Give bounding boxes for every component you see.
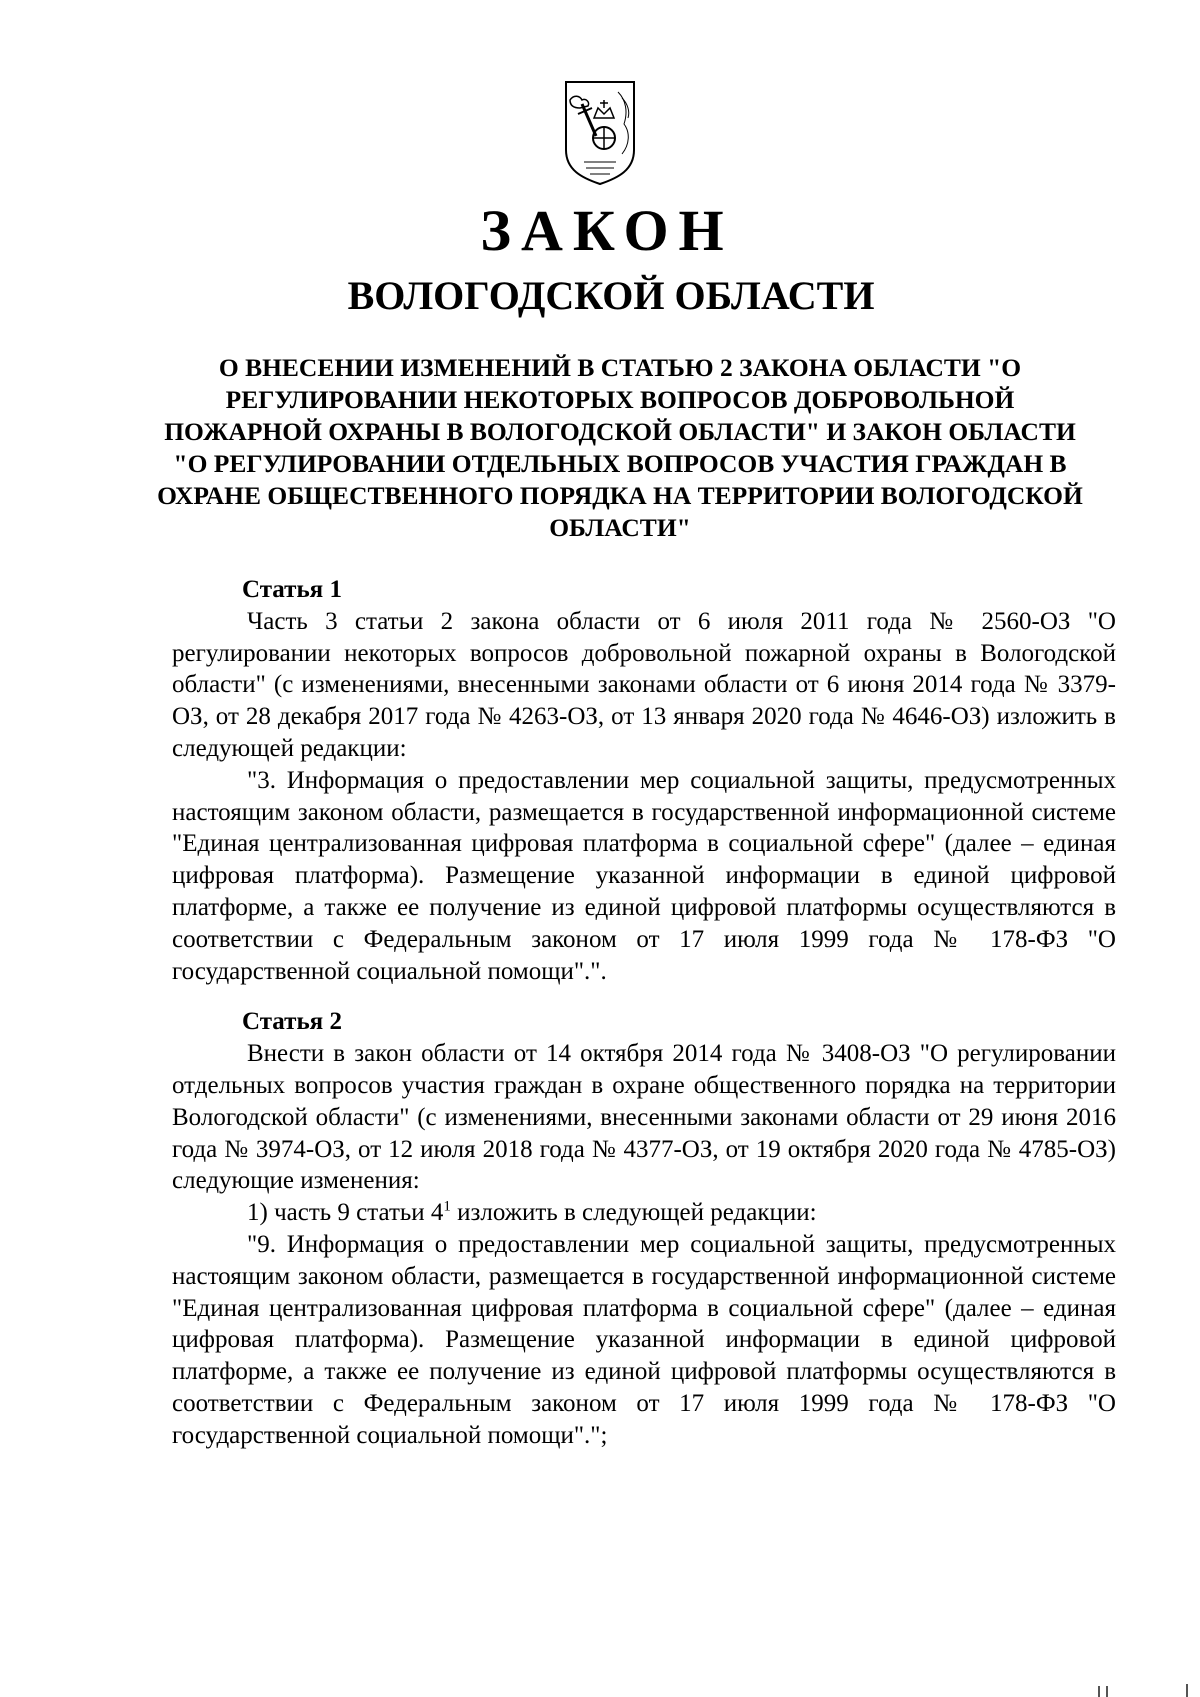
law-subject-heading: О ВНЕСЕНИИ ИЗМЕНЕНИЙ В СТАТЬЮ 2 ЗАКОНА ОБЛАСТИ "О РЕГУЛИРОВАНИИ НЕКОТОРЫХ ВОПРОСОВ ДОБРОВОЛЬНОЙ ПОЖАРНОЙ ОХРАНЫ В ВОЛОГОДСКОЙ ОБЛАСТИ" И ЗАКОН ОБЛАСТИ "О РЕГУЛИРОВАНИИ ОТДЕЛЬНЫХ ВОПРОСОВ УЧАСТИЯ ГРАЖДАН В ОХРАНЕ ОБЩЕСТВЕННОГО ПОРЯДКА НА ТЕРРИТОРИИ ВОЛОГОДСКОЙ ОБЛАСТИ" [157, 353, 1083, 542]
article-2-intro: Внести в закон области от 14 октября 2014 года № 3408-ОЗ "О регулировании отдельных вопросов участия граждан в охране общественного порядка на территории Вологодской области" (с изменениями, внесенными законами области от 29 июня 2016 года № 3974-ОЗ, от 12 июля 2018 года № 4377-ОЗ, от 19 октября 2020 года № 4785-ОЗ) следующие изменения: [172, 1040, 1116, 1195]
article-2-item-1-superscript: 1 [443, 1198, 451, 1215]
article-1-heading: Статья 1 [242, 576, 342, 603]
coat-of-arms-icon [562, 78, 638, 186]
document-type-title: ЗАКОН [480, 198, 734, 263]
article-2-new-text: "9. Информация о предоставлении мер социальной защиты, предусмотренных настоящим законом области, размещается в государственной информационной системе "Единая централизованная цифровая платформа в социальной сфере" (далее – единая цифровая платформа). Размещение указанной информации в единой цифровой платформе, а также ее получение из единой цифровой платформы осуществляются в соответствии с Федеральным законом от 17 июля 1999 года № 178-ФЗ "О государственной социальной помощи"."; [172, 1230, 1116, 1449]
scan-artifact [1106, 1686, 1108, 1697]
document-body [172, 574, 1116, 1452]
article-2-item-1 [172, 1197, 1116, 1229]
article-1-new-text: "3. Информация о предоставлении мер социальной защиты, предусмотренных настоящим законом области, размещается в государственной информационной системе "Единая централизованная цифровая платформа в социальной сфере" (далее – единая цифровая платформа). Размещение указанной информации в единой цифровой платформе, а также ее получение из единой цифровой платформы осуществляются в соответствии с Федеральным законом от 17 июля 1999 года № 178-ФЗ "О государственной социальной помощи".". [172, 766, 1116, 985]
article-2-heading: Статья 2 [242, 1008, 342, 1036]
scan-artifact [1098, 1686, 1100, 1697]
article-2-item-1-text: 1) часть 9 статьи 4 [247, 1199, 444, 1227]
article-2-item-1-text-end: изложить в следующей редакции: [450, 1199, 817, 1227]
scan-artifact [1186, 1684, 1188, 1697]
article-1-intro: Часть 3 статьи 2 закона области от 6 июля 2011 года № 2560-ОЗ "О регулировании некоторых вопросов добровольной пожарной охраны в Вологодской области" (с изменениями, внесенными законами области от 6 июня 2014 года № 3379-ОЗ, от 28 декабря 2017 года № 4263-ОЗ, от 13 января 2020 года № 4646-ОЗ) изложить в следующей редакции: [172, 607, 1116, 762]
region-title: ВОЛОГОДСКОЙ ОБЛАСТИ [347, 273, 875, 318]
